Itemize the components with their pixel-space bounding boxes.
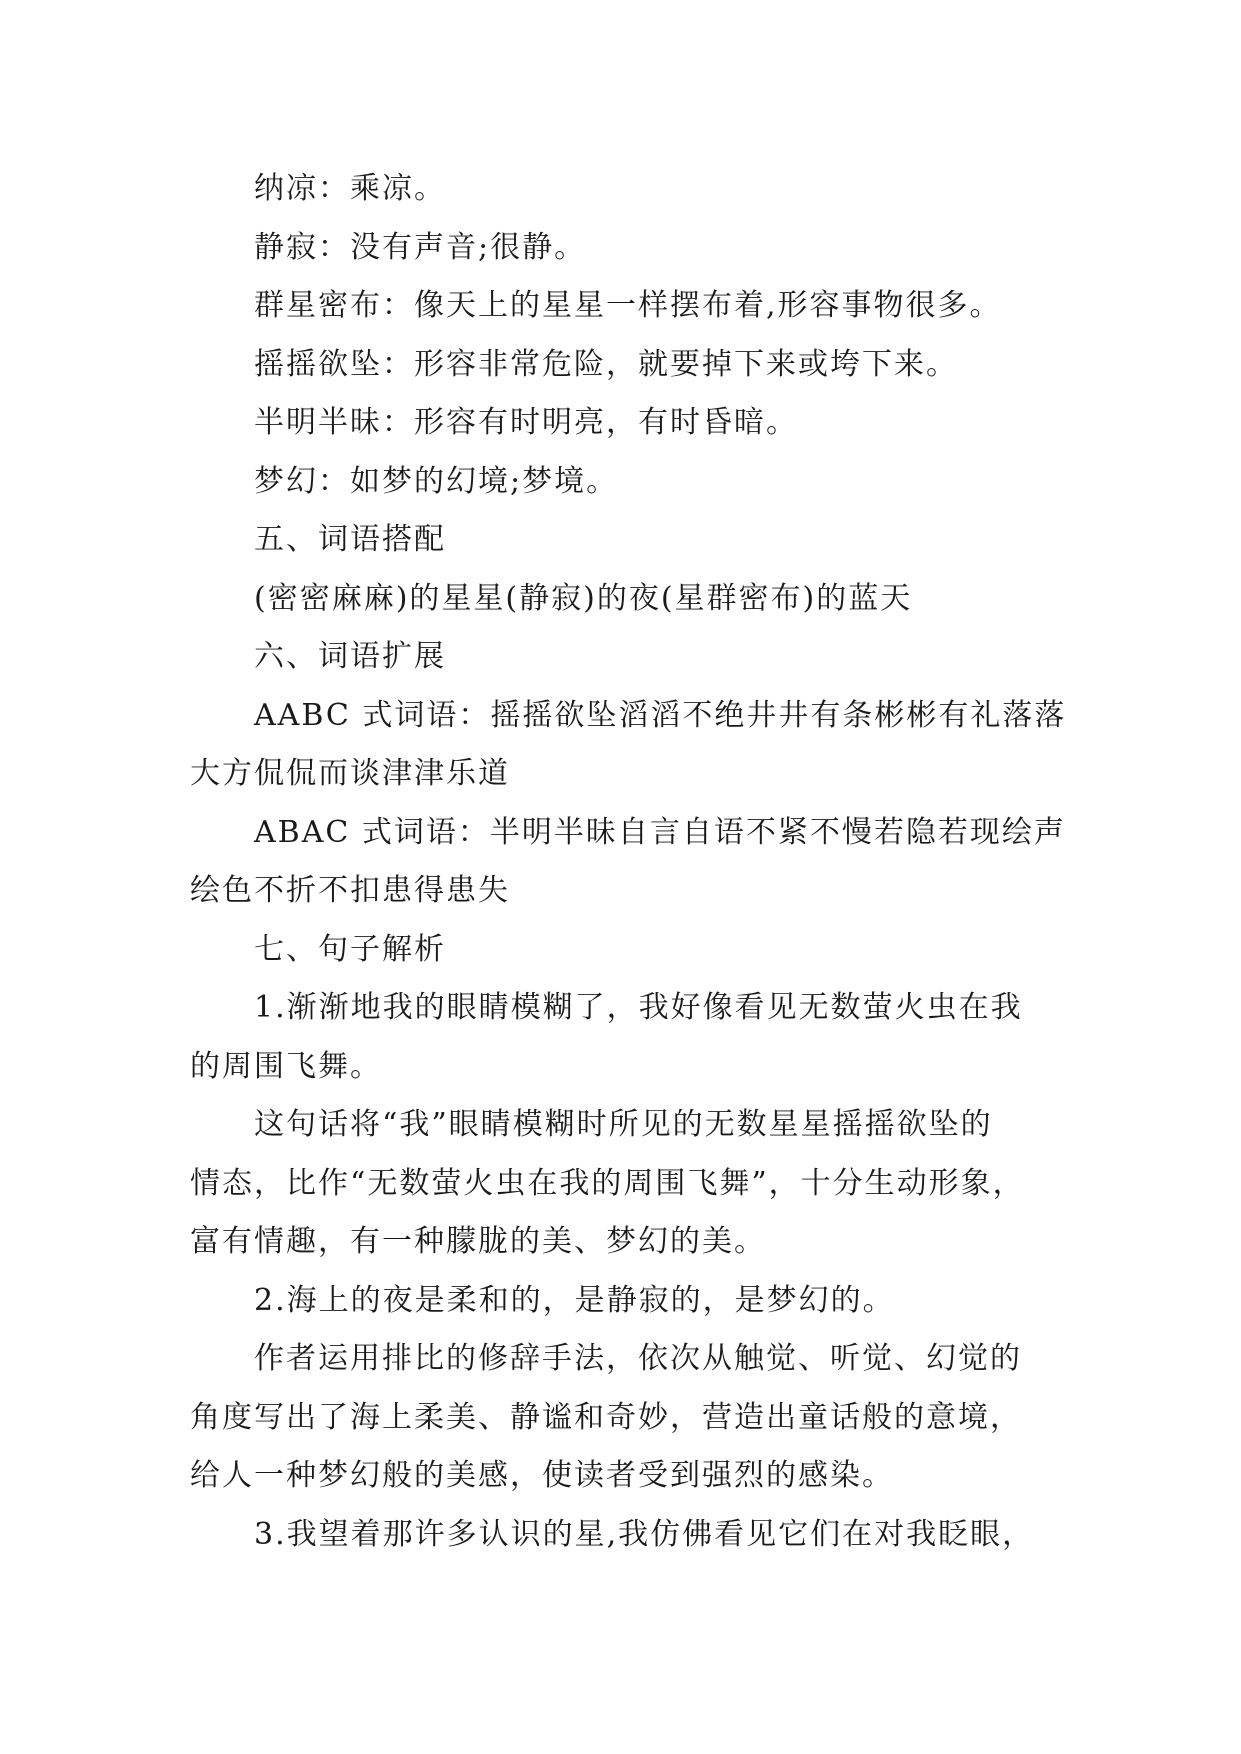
- paragraph: [190, 570, 1052, 629]
- paragraph: [190, 453, 1052, 512]
- text-line: 角度写出了海上柔美、静谧和奇妙，营造出童话般的意境，: [190, 1399, 1022, 1435]
- text-line: 3.我望着那许多认识的星,我仿佛看见它们在对我眨眼，: [254, 1516, 1035, 1552]
- text-line: 静寂：没有声音;很静。: [254, 229, 587, 265]
- paragraph: [190, 1096, 1052, 1272]
- text-line: 七、句子解析: [254, 931, 446, 967]
- text-line: 六、词语扩展: [254, 639, 446, 674]
- paragraph: [190, 921, 1052, 980]
- text-line: AABC 式词语：摇摇欲坠滔滔不绝井井有条彬彬有礼落落: [254, 697, 1067, 733]
- text-line: ABAC 式词语：半明半昧自言自语不紧不慢若隐若现绘声: [254, 814, 1066, 850]
- text-line: 绘色不折不扣患得患失: [190, 873, 510, 908]
- paragraph: [190, 511, 1052, 570]
- text-line: 这句话将“我”眼睛模糊时所见的无数星星摇摇欲坠的: [254, 1107, 993, 1142]
- text-line: 作者运用排比的修辞手法，依次从触觉、听觉、幻觉的: [254, 1341, 1022, 1376]
- text-line: 给人一种梦幻般的美感，使读者受到强烈的感染。: [190, 1458, 894, 1493]
- text-line: 的周围飞舞。: [190, 1048, 382, 1084]
- text-line: 大方侃侃而谈津津乐道: [190, 756, 510, 791]
- paragraph: [190, 336, 1052, 395]
- text-line: 摇摇欲坠：形容非常危险，就要掉下来或垮下来。: [254, 346, 958, 382]
- text-line: 梦幻：如梦的幻境;梦境。: [254, 463, 619, 499]
- text-line: 半明半昧：形容有时明亮，有时昏暗。: [254, 405, 798, 440]
- paragraph: [190, 277, 1052, 336]
- paragraph: [190, 804, 1066, 921]
- text-line: 富有情趣，有一种朦胧的美、梦幻的美。: [190, 1224, 766, 1259]
- paragraph: [190, 1330, 1052, 1506]
- text-line: 五、词语搭配: [254, 522, 446, 557]
- paragraph: [190, 687, 1067, 804]
- paragraph: [190, 628, 1052, 687]
- paragraph: [190, 219, 1052, 278]
- text-line: (密密麻麻)的星星(静寂)的夜(星群密布)的蓝天: [254, 580, 913, 616]
- paragraph: [190, 160, 1052, 219]
- paragraph: [190, 1272, 1052, 1331]
- document-body: [190, 160, 1067, 1564]
- text-line: 纳凉：乘凉。: [254, 171, 446, 206]
- text-line: 2.海上的夜是柔和的，是静寂的，是梦幻的。: [254, 1282, 895, 1318]
- text-line: 情态，比作“无数萤火虫在我的周围飞舞”，十分生动形象，: [190, 1165, 1025, 1201]
- paragraph: [190, 394, 1052, 453]
- text-line: 群星密布：像天上的星星一样摆布着,形容事物很多。: [254, 288, 1002, 323]
- paragraph: [190, 979, 1052, 1096]
- paragraph: [190, 1506, 1052, 1565]
- text-line: 1.渐渐地我的眼睛模糊了，我好像看见无数萤火虫在我: [254, 990, 1023, 1025]
